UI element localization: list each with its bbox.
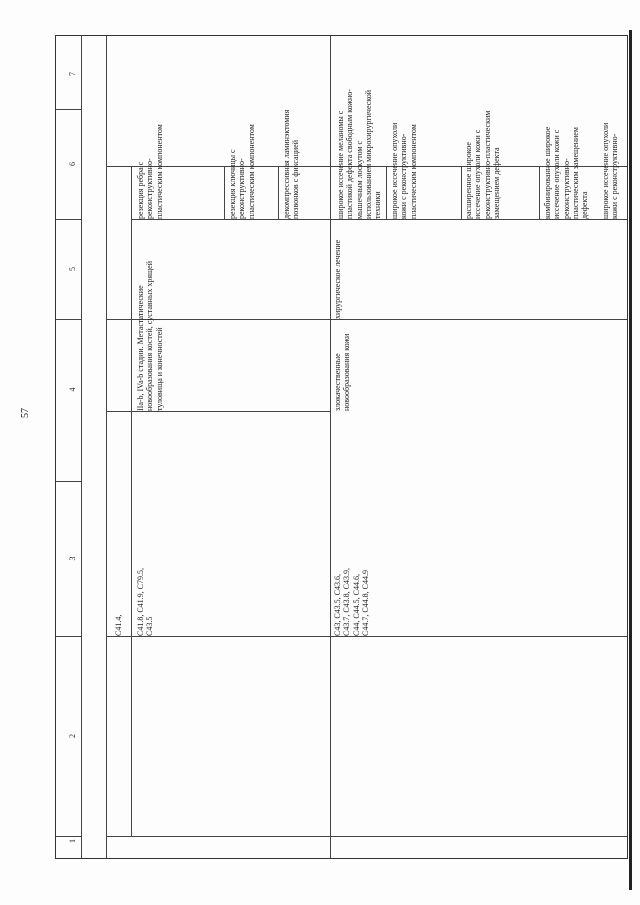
column-header-5: 5	[68, 267, 77, 271]
block1-code-header: C41.4,	[114, 614, 123, 636]
block2-procedure-1: широкое иссечение меланомы с пластикой дефекта свободным кожно-мышечным лоскутом с использованием микрохирургической техники	[336, 89, 383, 219]
scan-edge-shadow	[629, 30, 632, 890]
column-header-2: 2	[68, 734, 77, 738]
block2-codes: C43, C43.5, C43.6, C43.7, C43.8, C43.9, C44, C44.5, C44.6, C44.7, C44.8, C44.9	[333, 567, 371, 636]
column-header-1: 1	[68, 839, 77, 843]
block1-procedure-3: декомпрессивная ламинэктомия позвонков с фиксацией	[282, 109, 301, 219]
block2-diagnosis: злокачественные новообразования кожи	[333, 333, 352, 411]
block2-procedure-4: комбинированное широкое иссечение опухоли кожи с реконструктивно-пластическим замещением дефекта	[543, 126, 590, 219]
rotated-table	[55, 35, 628, 859]
block1-diagnosis: IIa-b, IVa-b стадии. Метастатические новообразования костей, суставных хрящей туловища и конечностей	[136, 260, 164, 411]
page-number: 57	[20, 408, 31, 418]
block2-procedure-5: широкое иссечение опухоли кожи с реконструктивно-	[601, 122, 620, 219]
column-header-4: 4	[68, 387, 77, 392]
block1-procedure-2: резекция ключицы с реконструктивно-пластическим компонентом	[228, 124, 256, 219]
block1-procedure-1: резекция ребра с реконструктивно-пластическим компонентом	[136, 124, 164, 219]
block2-procedure-3: расширенное широкое иссечение опухоли кожи с реконструктивно-пластическим замещением дефекта	[464, 110, 502, 219]
column-header-7: 7	[68, 72, 77, 76]
column-header-6: 6	[68, 162, 77, 166]
column-header-3: 3	[68, 556, 77, 561]
block1-codes: C41.8, C41.9, C79.5, C43.5	[136, 567, 155, 636]
block2-treatment: хирургическое лечение	[333, 239, 342, 319]
block2-procedure-2: широкое иссечение опухоли кожи с реконструктивно-пластическим компонентом	[390, 122, 418, 219]
